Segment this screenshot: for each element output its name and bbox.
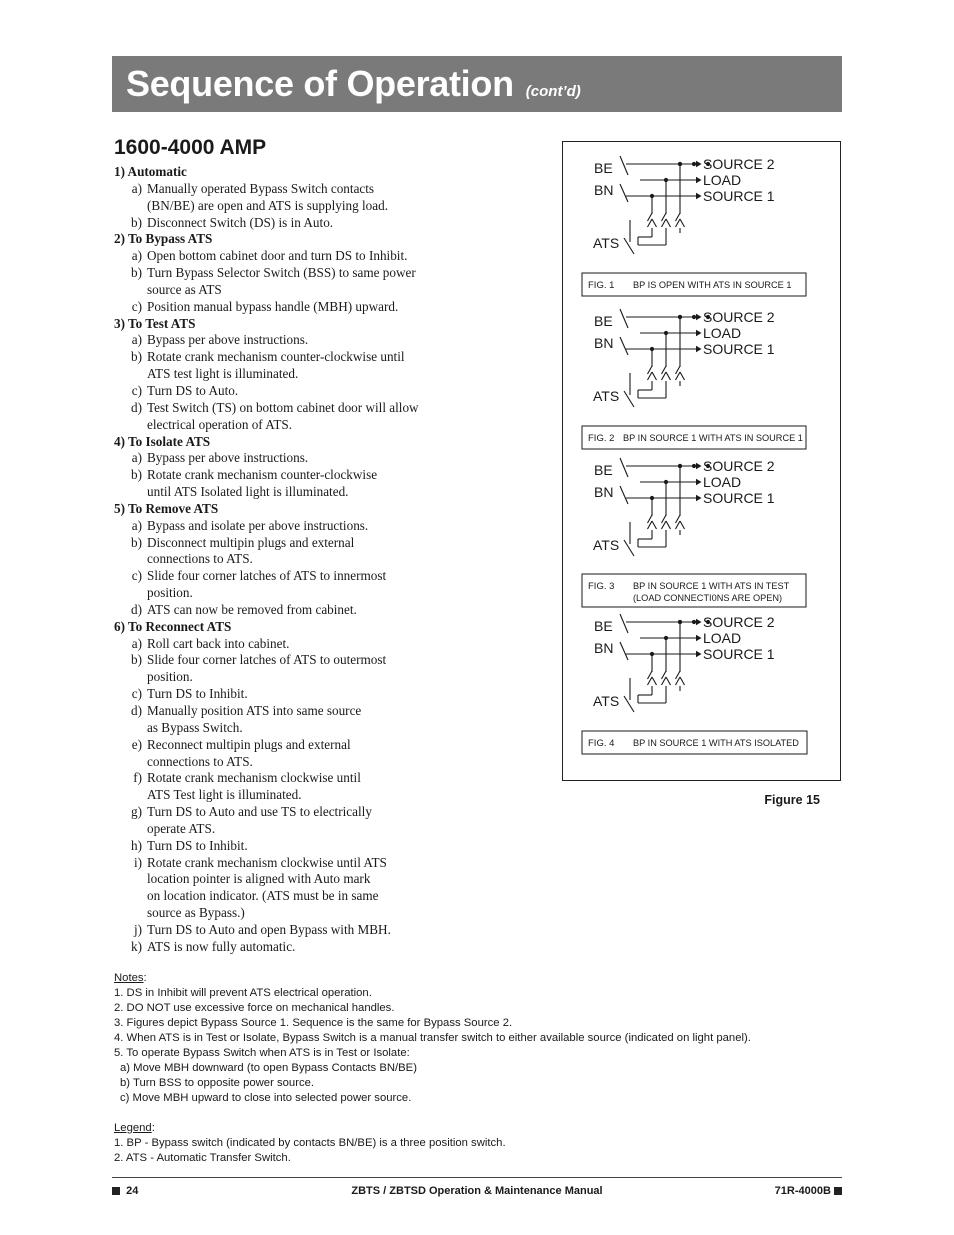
- step-item-letter: d): [131, 601, 142, 617]
- arrow-icon: [696, 635, 702, 641]
- arrow-icon: [696, 314, 702, 320]
- arrow-icon: [696, 346, 702, 352]
- fig-description: BP IS OPEN WITH ATS IN SOURCE 1: [633, 280, 792, 290]
- fig-description: BP IN SOURCE 1 WITH ATS ISOLATED: [633, 738, 799, 748]
- bypass-blade-be: [620, 156, 628, 175]
- arrow-icon: [696, 161, 702, 167]
- arrow-icon: [696, 651, 702, 657]
- page-number: 24: [126, 1185, 139, 1197]
- figure-caption: Figure 15: [764, 793, 820, 807]
- arrow-icon: [696, 479, 702, 485]
- ats-blade: [624, 696, 634, 712]
- notes-list: [114, 986, 844, 1061]
- contact-blade: [666, 521, 671, 529]
- step-item-letter: a): [131, 635, 142, 651]
- step-item-text: ATS can now be removed from cabinet.: [147, 601, 357, 617]
- arrow-icon: [696, 619, 702, 625]
- label-source-1: SOURCE 1: [703, 188, 775, 204]
- junction-dot: [692, 464, 696, 468]
- diagram-panel: [582, 458, 806, 607]
- step-title: 3) To Test ATS: [114, 315, 196, 331]
- step-item-text: as Bypass Switch.: [147, 719, 243, 735]
- step-item-text: ATS is now fully automatic.: [147, 938, 296, 954]
- ats-blade: [624, 540, 634, 556]
- step-item: [114, 332, 554, 349]
- step-item-text: Manually position ATS into same source: [147, 703, 362, 718]
- diagram-panel: [582, 156, 806, 296]
- diagram-panel: [582, 614, 807, 754]
- label-source-1: SOURCE 1: [703, 646, 775, 662]
- step-item-letter: j): [133, 921, 142, 937]
- step-item-text: connections to ATS.: [147, 753, 253, 769]
- label-source-2: SOURCE 2: [703, 458, 775, 474]
- step-item-letter: d): [131, 703, 142, 718]
- label-be: BE: [594, 313, 613, 329]
- step-item-text: until ATS Isolated light is illuminated.: [147, 484, 349, 500]
- arrow-icon: [696, 463, 702, 469]
- page-title: Sequence of Operation: [126, 63, 514, 104]
- note-subitem: c) Move MBH upward to close into selected power source.: [120, 1092, 412, 1104]
- junction-dot: [692, 315, 696, 319]
- step-item-text: Manually operated Bypass Switch contacts: [147, 180, 375, 196]
- label-bn: BN: [594, 182, 614, 198]
- contact-blade: [652, 521, 657, 529]
- step-item: [114, 922, 554, 939]
- figure-15-diagram: [562, 141, 841, 781]
- step-item-letter: e): [131, 736, 142, 752]
- notes-label: Notes: [114, 972, 144, 984]
- legend-item: 1. BP - Bypass switch (indicated by contacts BN/BE) is a three position switch.: [114, 1137, 506, 1149]
- step-title: 2) To Bypass ATS: [114, 231, 213, 247]
- step-item: [114, 535, 554, 569]
- arrow-icon: [696, 330, 702, 336]
- fig-number: FIG. 4: [588, 738, 615, 749]
- contact-blade: [666, 677, 671, 685]
- step-item-letter: d): [131, 399, 142, 415]
- step-item: [114, 636, 554, 653]
- page-subtitle: (cont’d): [525, 83, 581, 100]
- step-item-text: (BN/BE) are open and ATS is supplying load.: [147, 197, 389, 213]
- label-source-2: SOURCE 2: [703, 614, 775, 630]
- step-item-text: Bypass per above instructions.: [147, 450, 309, 466]
- step-item-letter: c): [131, 568, 142, 584]
- step-item-letter: b): [131, 265, 142, 281]
- label-ats: ATS: [593, 693, 620, 709]
- step-item-letter: h): [131, 837, 142, 853]
- ats-blade: [624, 391, 634, 407]
- step-item-text: source as ATS: [147, 281, 222, 297]
- step-title: 5) To Remove ATS: [114, 500, 219, 516]
- step-item-text: Position manual bypass handle (MBH) upward.: [147, 298, 399, 314]
- step-item-letter: a): [131, 332, 142, 348]
- step-item-text: Disconnect Switch (DS) is in Auto.: [147, 214, 334, 230]
- step-item-text: electrical operation of ATS.: [147, 416, 293, 432]
- label-ats: ATS: [593, 235, 620, 251]
- label-bn: BN: [594, 335, 614, 351]
- fig-number: FIG. 3: [588, 581, 615, 592]
- step-item-text: ATS Test light is illuminated.: [147, 787, 302, 803]
- step-item-text: source as Bypass.): [147, 905, 245, 921]
- step-item: [114, 602, 554, 619]
- square-bullet-icon: [834, 1187, 842, 1195]
- step-item-text: connections to ATS.: [147, 551, 253, 567]
- step-item-text: Reconnect multipin plugs and external: [147, 736, 351, 752]
- note-subitem: a) Move MBH downward (to open Bypass Contacts BN/BE): [120, 1062, 417, 1074]
- step-item-letter: f): [133, 770, 142, 786]
- step-item: [114, 939, 554, 956]
- step-item-letter: a): [131, 180, 142, 196]
- step-item-text: Turn DS to Auto and use TS to electrically: [147, 804, 372, 820]
- label-bn: BN: [594, 484, 614, 500]
- step-item: [114, 804, 554, 838]
- step-item: [114, 686, 554, 703]
- step-item-letter: a): [131, 248, 142, 264]
- bypass-blade-bn: [620, 184, 628, 202]
- step-item-text: Test Switch (TS) on bottom cabinet door will allow: [147, 399, 419, 415]
- label-load: LOAD: [703, 325, 742, 341]
- contact-blade: [666, 372, 671, 380]
- step-item-letter: b): [131, 652, 142, 668]
- step-title: 4) To Isolate ATS: [114, 433, 211, 449]
- step-item-text: Open bottom cabinet door and turn DS to Inhibit.: [147, 248, 408, 264]
- step-item-text: operate ATS.: [147, 820, 216, 836]
- step-item: [114, 855, 554, 922]
- note-item: 5. To operate Bypass Switch when ATS is in Test or Isolate:: [114, 1047, 410, 1059]
- step-item-text: Rotate crank mechanism counter-clockwise: [147, 467, 378, 483]
- bypass-blade-be: [620, 458, 628, 477]
- step-item-text: Rotate crank mechanism counter-clockwise until: [147, 349, 405, 365]
- contact-blade: [680, 521, 685, 529]
- label-bn: BN: [594, 640, 614, 656]
- step-item: [114, 568, 554, 602]
- arrow-icon: [696, 495, 702, 501]
- legend-list: [114, 1136, 844, 1166]
- step-item: [114, 383, 554, 400]
- step-item: [114, 400, 554, 434]
- step-item-letter: b): [131, 534, 142, 550]
- legend-item: 2. ATS - Automatic Transfer Switch.: [114, 1152, 291, 1164]
- note-item: 4. When ATS is in Test or Isolate, Bypass Switch is a manual transfer switch to either available source (indicated on light panel).: [114, 1032, 751, 1044]
- label-be: BE: [594, 462, 613, 478]
- label-load: LOAD: [703, 630, 742, 646]
- fig-description: BP IN SOURCE 1 WITH ATS IN SOURCE 1: [623, 433, 803, 443]
- step-item-letter: b): [131, 467, 142, 483]
- contact-blade: [680, 219, 685, 227]
- label-ats: ATS: [593, 537, 620, 553]
- footer-rule: [112, 1177, 842, 1178]
- step-item: [114, 349, 554, 383]
- arrow-icon: [696, 193, 702, 199]
- arrow-icon: [696, 177, 702, 183]
- contact-blade: [652, 372, 657, 380]
- bypass-blade-bn: [620, 486, 628, 504]
- step-item-text: Roll cart back into cabinet.: [147, 635, 290, 651]
- step-item: [114, 299, 554, 316]
- step-item-text: Turn DS to Auto.: [147, 382, 239, 398]
- document-number: 71R-4000B: [774, 1185, 831, 1197]
- step-item: [114, 652, 554, 686]
- step-title: 6) To Reconnect ATS: [114, 618, 232, 634]
- step-item: [114, 737, 554, 771]
- step-item-text: position.: [147, 585, 193, 601]
- label-load: LOAD: [703, 474, 742, 490]
- fig-description: BP IN SOURCE 1 WITH ATS IN TEST: [633, 581, 790, 591]
- bypass-blade-be: [620, 309, 628, 328]
- step-item: [114, 450, 554, 467]
- legend-label: Legend: [114, 1122, 152, 1134]
- notes-section: Notes: 1. DS in Inhibit will prevent ATS electrical operation. 2. DO NOT use excessive force on mechanical handles. 3. Figures depict Bypass Source 1. Sequence is the same for Bypass Source 2. 4. When ATS is in Test or Isolate, Bypass Switch is a manual transfer switch to either available source (indicated on light panel). 5. To operate Bypass Switch when ATS is in Test or Isolate: a) Move MBH downward (to open Bypass Contacts BN/BE) b) Turn BSS to opposite power source. c) Move MBH upward to close into selected power source. Legend: 1. BP - Bypass switch (indicated by contacts BN/BE) is a three position switch. 2. ATS - Automatic Transfer Switch.: [114, 971, 844, 1166]
- step-item-text: Turn DS to Inhibit.: [147, 686, 248, 702]
- step-item: [114, 265, 554, 299]
- step-item-text: Turn DS to Auto and open Bypass with MBH.: [147, 921, 391, 937]
- step-item-letter: g): [131, 804, 142, 820]
- bypass-blade-bn: [620, 337, 628, 355]
- diagram-panel: [582, 309, 806, 449]
- contact-blade: [680, 677, 685, 685]
- step-item-text: ATS test light is illuminated.: [147, 366, 299, 382]
- label-source-2: SOURCE 2: [703, 156, 775, 172]
- step-item: [114, 467, 554, 501]
- step-item-text: Turn DS to Inhibit.: [147, 837, 248, 853]
- step-item: [114, 770, 554, 804]
- step-item-letter: k): [131, 938, 142, 954]
- procedure-steps: [114, 164, 554, 956]
- step-item-text: position.: [147, 669, 193, 685]
- label-source-1: SOURCE 1: [703, 490, 775, 506]
- step-item-text: Bypass per above instructions.: [147, 332, 309, 348]
- fig-number: FIG. 1: [588, 280, 615, 291]
- bypass-switch-diagrams: [563, 142, 842, 782]
- contact-blade: [680, 372, 685, 380]
- step-item-letter: a): [131, 450, 142, 466]
- label-be: BE: [594, 618, 613, 634]
- step-item: [114, 248, 554, 265]
- contact-blade: [652, 219, 657, 227]
- bypass-blade-bn: [620, 642, 628, 660]
- step-item-letter: c): [131, 298, 142, 314]
- step-item: [114, 215, 554, 232]
- step-item: [114, 518, 554, 535]
- step-item-text: Slide four corner latches of ATS to outermost: [147, 652, 387, 668]
- label-load: LOAD: [703, 172, 742, 188]
- note-item: 1. DS in Inhibit will prevent ATS electrical operation.: [114, 987, 372, 999]
- junction-dot: [692, 162, 696, 166]
- step-item-text: Turn Bypass Selector Switch (BSS) to same power: [147, 265, 416, 281]
- step-item-letter: a): [131, 517, 142, 533]
- step-item-text: on location indicator. (ATS must be in same: [147, 888, 379, 904]
- note-item: 2. DO NOT use excessive force on mechanical handles.: [114, 1002, 395, 1014]
- manual-title: ZBTS / ZBTSD Operation & Maintenance Manual: [351, 1185, 603, 1197]
- step-item-text: location pointer is aligned with Auto mark: [147, 871, 371, 887]
- step-item-text: Rotate crank mechanism clockwise until: [147, 770, 361, 786]
- note-subitem: b) Turn BSS to opposite power source.: [120, 1077, 315, 1089]
- step-item-letter: b): [131, 349, 142, 365]
- fig-description: (LOAD CONNECTI0NS ARE OPEN): [633, 593, 783, 603]
- label-be: BE: [594, 160, 613, 176]
- note-item: 3. Figures depict Bypass Source 1. Sequence is the same for Bypass Source 2.: [114, 1017, 513, 1029]
- step-item-text: Rotate crank mechanism clockwise until ATS: [147, 854, 387, 870]
- junction-dot: [692, 620, 696, 624]
- bypass-blade-be: [620, 614, 628, 633]
- step-title: 1) Automatic: [114, 164, 187, 179]
- section-heading: 1600-4000 AMP: [114, 136, 267, 159]
- step-item-text: Disconnect multipin plugs and external: [147, 534, 355, 550]
- fig-number: FIG. 2: [588, 433, 615, 444]
- ats-blade: [624, 238, 634, 254]
- step-item-letter: c): [131, 382, 142, 398]
- step-item-letter: b): [131, 214, 142, 230]
- contact-blade: [652, 677, 657, 685]
- step-item: [114, 181, 554, 215]
- label-ats: ATS: [593, 388, 620, 404]
- step-item-letter: i): [133, 854, 142, 870]
- label-source-2: SOURCE 2: [703, 309, 775, 325]
- header-banner: [112, 56, 842, 112]
- contact-blade: [666, 219, 671, 227]
- step-item-text: Slide four corner latches of ATS to innermost: [147, 568, 387, 584]
- label-source-1: SOURCE 1: [703, 341, 775, 357]
- step-item: [114, 703, 554, 737]
- step-item-text: Bypass and isolate per above instructions.: [147, 517, 369, 533]
- step-item: [114, 838, 554, 855]
- notes-sublist: [114, 1061, 844, 1106]
- step-item-letter: c): [131, 686, 142, 702]
